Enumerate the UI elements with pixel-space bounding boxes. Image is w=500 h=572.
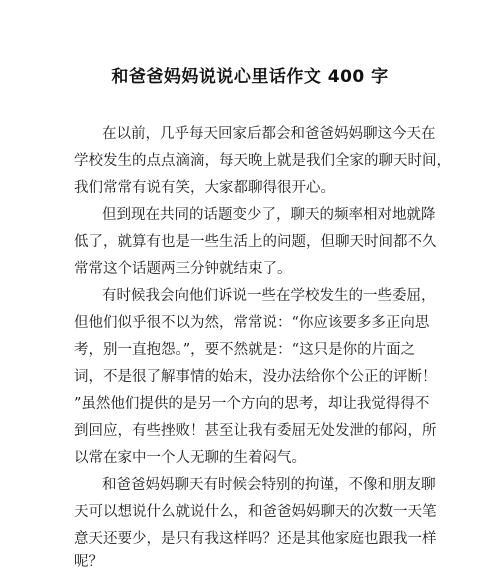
text-line: 我们常常有说有笑，大家都聊得很开心。 (74, 180, 335, 196)
text-line: 到回应，有些挫败！甚至让我有委屈无处发泄的郁闷，所 (74, 423, 437, 439)
text-line: 词，不是很了解事情的始末，没办法给你个公正的评断！ (74, 369, 437, 385)
text-line: 常常这个话题两三分钟就结束了。 (74, 261, 292, 277)
text-line: 和爸爸妈妈聊天有时候会特别的拘谨，不像和朋友聊 (102, 477, 436, 493)
text-line: 但到现在共同的话题变少了，聊天的频率相对地就降 (102, 207, 436, 223)
text-line: 学校发生的点点滴滴，每天晚上就是我们全家的聊天时间， (74, 153, 451, 169)
document-title: 和爸爸妈妈说说心里话作文 400 字 (111, 67, 389, 87)
text-line: 意天还要少，是只有我这样吗？还是其他家庭也跟我一样 (74, 531, 437, 547)
text-line: 考，别一直抱怨。”，要不然就是：“这只是你的片面之 (74, 342, 416, 358)
text-line: 低了，就算有也是一些生活上的问题，但聊天时间都不久 (74, 234, 437, 250)
text-line: 呢？ (74, 554, 103, 570)
text-line: ”虽然他们提供的是另一个方向的思考，却让我觉得得不 (74, 396, 430, 412)
text-line: 但他们似乎很不以为然，常常说：“你应该要多多正向思 (74, 315, 430, 331)
text-line: 在以前，几乎每天回家后都会和爸爸妈妈聊这今天在 (102, 126, 436, 142)
text-line: 有时候我会向他们诉说一些在学校发生的一些委屈， (102, 288, 436, 304)
text-line: 以常在家中一个人无聊的生着闷气。 (74, 450, 306, 466)
text-line: 天可以想说什么就说什么，和爸爸妈妈聊天的次数一天笔 (74, 504, 437, 520)
